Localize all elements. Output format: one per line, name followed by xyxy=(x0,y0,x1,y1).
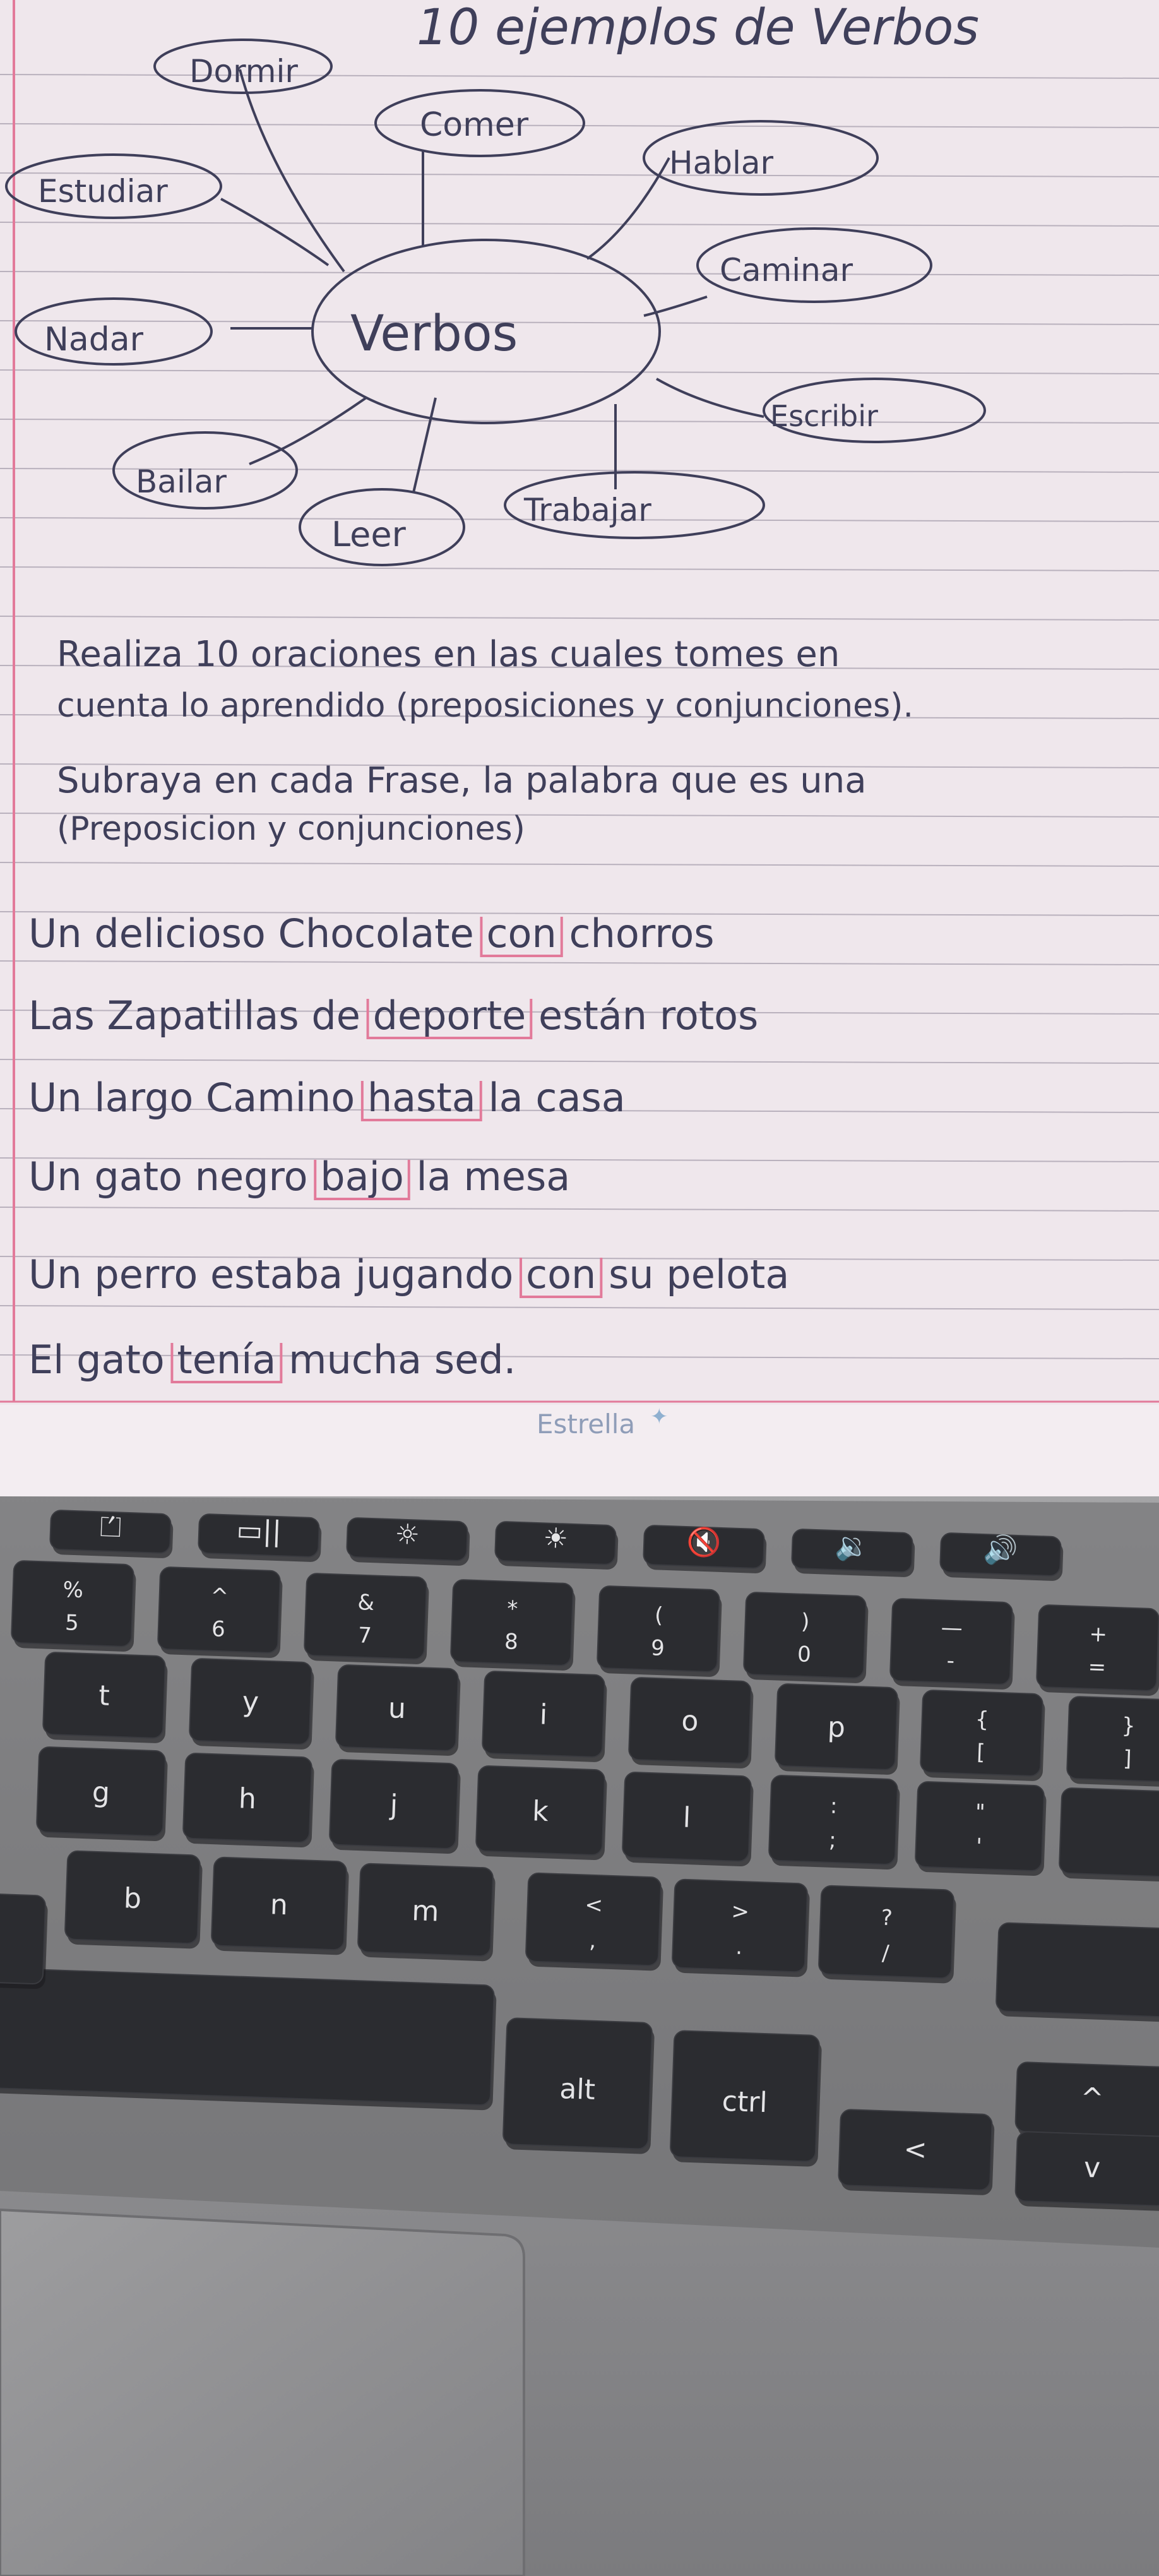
key-y[interactable] xyxy=(189,1659,315,1750)
key-j[interactable] xyxy=(329,1760,461,1854)
key-t[interactable] xyxy=(43,1652,169,1744)
key-label: 7 xyxy=(357,1623,372,1649)
key-label-top: ) xyxy=(800,1609,811,1635)
sentence-3 xyxy=(28,1075,626,1121)
key-label: ' xyxy=(975,1834,983,1859)
key-label: ^ xyxy=(1079,2082,1105,2115)
sentence-text: Un delicioso Chocolate con chorros xyxy=(28,910,715,957)
key-k[interactable] xyxy=(475,1766,607,1861)
key-label: . xyxy=(735,1934,743,1960)
instruction-2-line-2: (Preposicion y conjunciones) xyxy=(57,810,525,848)
key-5[interactable] xyxy=(11,1561,137,1652)
key-label: 5 xyxy=(64,1610,80,1636)
key-punct-b-2[interactable] xyxy=(672,1879,810,1977)
key-label: u xyxy=(388,1692,407,1726)
verb-label-caminar: Caminar xyxy=(720,252,853,289)
key-label-top: — xyxy=(941,1615,963,1642)
key-label: 9 xyxy=(650,1635,665,1661)
key-label-top: % xyxy=(62,1577,84,1604)
brand-label: Estrella xyxy=(537,1409,636,1440)
key-m[interactable] xyxy=(357,1863,496,1961)
verb-label-hablar: Hablar xyxy=(669,145,774,181)
key-ctrl[interactable] xyxy=(670,2030,822,2167)
verb-label-estudiar: Estudiar xyxy=(38,173,168,210)
key-label: - xyxy=(946,1648,955,1674)
key-label: , xyxy=(588,1928,597,1953)
key-alt[interactable] xyxy=(502,2018,655,2154)
key-label-top: : xyxy=(829,1793,838,1819)
key-label-top: + xyxy=(1088,1621,1108,1648)
key-arrow-left[interactable] xyxy=(838,2109,995,2195)
center-word: Verbos xyxy=(350,306,518,362)
key-label-top: ? xyxy=(881,1905,893,1931)
key-label-top: ( xyxy=(654,1602,664,1628)
verb-label-comer: Comer xyxy=(420,106,529,144)
verb-label-bailar: Bailar xyxy=(136,463,227,500)
key-punct-b-3[interactable] xyxy=(818,1885,956,1983)
key-shift-right[interactable] xyxy=(996,1923,1159,2022)
key-label: = xyxy=(1087,1654,1107,1681)
function-key-2[interactable] xyxy=(198,1513,322,1562)
key-label: / xyxy=(881,1940,890,1966)
key-label-top: " xyxy=(975,1799,986,1825)
key--[interactable] xyxy=(890,1599,1016,1690)
key-punct-1[interactable] xyxy=(768,1775,900,1870)
key-label: ☼ xyxy=(394,1518,420,1552)
key-label: ; xyxy=(828,1827,837,1853)
key-7[interactable] xyxy=(304,1573,430,1665)
key-space[interactable] xyxy=(0,1967,497,2110)
key-label: k xyxy=(532,1795,549,1828)
page-title: 10 ejemplos de Verbos xyxy=(417,0,980,56)
verb-label-escribir: Escribir xyxy=(770,399,878,433)
key-n[interactable] xyxy=(211,1857,349,1955)
function-key-7[interactable] xyxy=(940,1530,1064,1581)
key-label: 🔉 xyxy=(834,1529,871,1563)
function-key-6[interactable] xyxy=(792,1528,915,1577)
key-label: 🔇 xyxy=(686,1525,722,1559)
key-label: m xyxy=(411,1895,440,1928)
key-label: t xyxy=(98,1679,110,1712)
key-left-edge[interactable] xyxy=(0,1892,48,1989)
key-label: v xyxy=(1083,2151,1101,2185)
function-key-1[interactable] xyxy=(50,1509,174,1558)
verb-label-nadar: Nadar xyxy=(44,321,144,359)
key-l[interactable] xyxy=(622,1772,754,1867)
key-8[interactable] xyxy=(451,1580,576,1671)
key-label: alt xyxy=(559,2073,596,2106)
key-label-top: > xyxy=(730,1899,750,1925)
sentence-preposition: con xyxy=(526,1251,597,1297)
key-label: < xyxy=(903,2133,928,2167)
instruction-1-line-1: Realiza 10 oraciones en las cuales tomes en xyxy=(57,634,840,675)
key-punct-b-1[interactable] xyxy=(525,1873,663,1971)
key-bracket-1[interactable] xyxy=(920,1690,1046,1782)
sentence-text: Un largo Camino hasta la casa xyxy=(28,1075,626,1121)
sentence-preposition: con xyxy=(486,910,557,957)
key-label: p xyxy=(827,1711,846,1744)
sentence-text: Las Zapatillas de deporte están rotos xyxy=(28,993,759,1039)
key-label: [ xyxy=(976,1739,986,1765)
key-arrow-down[interactable] xyxy=(1015,2132,1159,2211)
sentence-preposition: tenía xyxy=(177,1337,276,1383)
key-label-top: < xyxy=(584,1892,603,1919)
key-label: h xyxy=(238,1782,257,1816)
key-label-top: } xyxy=(1121,1713,1136,1739)
key-6[interactable] xyxy=(158,1567,283,1659)
key-label: b xyxy=(123,1882,142,1916)
verb-label-dormir: Dormir xyxy=(189,53,298,90)
key-label: ▭|| xyxy=(235,1514,282,1548)
key-label: l xyxy=(682,1801,691,1834)
key-label: ☀ xyxy=(542,1522,569,1556)
key-0[interactable] xyxy=(744,1592,869,1684)
key-enter[interactable] xyxy=(1059,1788,1159,1883)
verb-label-leer: Leer xyxy=(331,515,406,554)
key-label: 🔊 xyxy=(982,1533,1019,1567)
key-h[interactable] xyxy=(182,1753,314,1848)
key-label: j xyxy=(389,1789,398,1822)
key-label: 8 xyxy=(504,1629,519,1655)
key-g[interactable] xyxy=(36,1747,168,1842)
key-label: o xyxy=(681,1705,699,1738)
sentence-text: Un perro estaba jugando con su pelota xyxy=(28,1251,790,1297)
key-bracket-2[interactable] xyxy=(1067,1696,1159,1788)
sentence-4 xyxy=(28,1154,570,1200)
key-punct-2[interactable] xyxy=(915,1782,1047,1876)
key-label: i xyxy=(538,1698,548,1731)
key-label-top: { xyxy=(975,1707,990,1732)
key-=[interactable] xyxy=(1037,1605,1159,1696)
sentence-1 xyxy=(28,910,715,957)
instruction-2-line-1: Subraya en cada Frase, la palabra que es una xyxy=(57,760,867,801)
key-label: n xyxy=(270,1888,288,1922)
sentence-preposition: bajo xyxy=(320,1154,404,1200)
key-label: 0 xyxy=(797,1642,812,1667)
key-label: y xyxy=(242,1686,259,1719)
key-i[interactable] xyxy=(482,1671,608,1763)
sentence-5 xyxy=(28,1251,789,1297)
function-key-5[interactable] xyxy=(643,1524,767,1573)
verb-label-trabajar: Trabajar xyxy=(524,492,651,528)
key-label-top: * xyxy=(506,1596,518,1622)
key-9[interactable] xyxy=(597,1586,723,1678)
function-key-3[interactable] xyxy=(347,1517,470,1566)
key-o[interactable] xyxy=(629,1678,754,1769)
instruction-1-line-2: cuenta lo aprendido (preposiciones y conjunciones). xyxy=(57,687,913,725)
key-label: 6 xyxy=(211,1616,226,1642)
sentence-text: Un gato negro bajo la mesa xyxy=(28,1154,571,1200)
function-key-4[interactable] xyxy=(495,1520,619,1570)
key-label: ] xyxy=(1122,1746,1132,1772)
key-label-top: ^ xyxy=(210,1583,229,1610)
key-label: g xyxy=(92,1776,110,1810)
key-arrow-up[interactable] xyxy=(1015,2062,1159,2142)
sentence-6 xyxy=(28,1337,516,1383)
key-label: ⏍ xyxy=(99,1510,122,1544)
key-label-top: & xyxy=(357,1590,375,1616)
key-u[interactable] xyxy=(336,1665,461,1756)
sentence-text: El gato tenía mucha sed. xyxy=(28,1337,516,1383)
touchpad xyxy=(0,2210,524,2576)
sentence-2 xyxy=(28,993,758,1039)
sentence-preposition: deporte xyxy=(372,993,526,1039)
star-icon: ✦ xyxy=(650,1404,669,1429)
key-p[interactable] xyxy=(775,1684,901,1775)
key-label: ctrl xyxy=(721,2085,768,2120)
sentence-preposition: hasta xyxy=(367,1075,476,1121)
key-b[interactable] xyxy=(64,1851,203,1948)
